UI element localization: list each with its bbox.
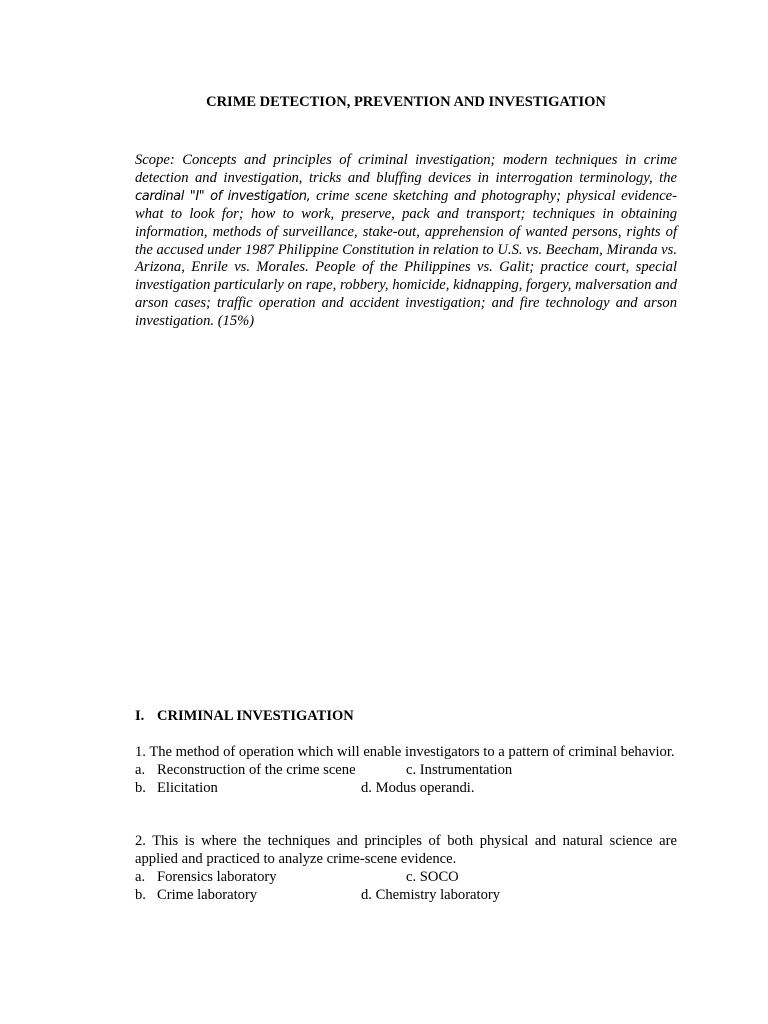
option-letter: a. xyxy=(135,869,146,885)
option-b xyxy=(135,779,218,797)
option-text: Crime laboratory xyxy=(157,887,258,903)
section-title: CRIMINAL INVESTIGATION xyxy=(157,708,354,724)
option-c xyxy=(406,868,459,886)
option-b xyxy=(135,886,257,904)
option-text: Instrumentation xyxy=(419,762,513,778)
option-row xyxy=(135,761,677,779)
option-text: Reconstruction of the crime scene xyxy=(157,762,356,778)
option-row xyxy=(135,886,677,904)
option-c xyxy=(406,761,512,779)
question-text: 2. This is where the techniques and principles of both physical and natural science are applied and practiced to analyze crime-scene evidence. xyxy=(135,833,677,867)
question-2 xyxy=(135,832,677,904)
option-d xyxy=(361,886,500,904)
option-text: Chemistry laboratory xyxy=(375,887,501,903)
option-row xyxy=(135,868,677,886)
option-d xyxy=(361,779,475,797)
option-row xyxy=(135,779,677,797)
option-text: Modus operandi. xyxy=(375,780,475,796)
section-numeral: I. xyxy=(135,708,145,724)
document-title: CRIME DETECTION, PREVENTION AND INVESTIGATION xyxy=(206,94,606,110)
option-a xyxy=(135,761,356,779)
scope-cardinal-phrase: cardinal "I" of investigation, xyxy=(135,188,311,204)
option-letter: d. xyxy=(361,887,372,903)
option-letter: d. xyxy=(361,780,372,796)
scope-text-start: Scope: Concepts and principles of criminal investigation; modern techniques in crime detection and investigation, tricks and bluffing devices in interrogation terminology, the xyxy=(135,152,677,186)
option-letter: b. xyxy=(135,780,146,796)
scope-paragraph xyxy=(135,152,677,331)
option-letter: c. xyxy=(406,869,417,885)
question-1 xyxy=(135,743,677,797)
option-a xyxy=(135,868,277,886)
question-text: 1. The method of operation which will enable investigators to a pattern of criminal behavior. xyxy=(135,744,675,760)
option-letter: b. xyxy=(135,887,146,903)
option-letter: c. xyxy=(406,762,417,778)
scope-text-end: crime scene sketching and photography; physical evidence- what to look for; how to work, preserve, pack and transport; techniques in obtaining information, methods of surveillance, stake-out, apprehension of wanted persons, rights of the accused under 1987 Philippine Constitution in relation to U.S. vs. Beecham, Miranda vs. Arizona, Enrile vs. Morales. People of the Philippines vs. Galit; practice court, special investigation particularly on rape, robbery, homicide, kidnapping, forgery, malversation and arson cases; traffic operation and accident investigation; and fire technology and arson investigation. (15%) xyxy=(135,187,678,330)
section-heading xyxy=(135,707,354,725)
option-text: Elicitation xyxy=(157,780,218,796)
option-text: Forensics laboratory xyxy=(157,869,277,885)
option-letter: a. xyxy=(135,762,146,778)
option-text: SOCO xyxy=(419,869,459,885)
